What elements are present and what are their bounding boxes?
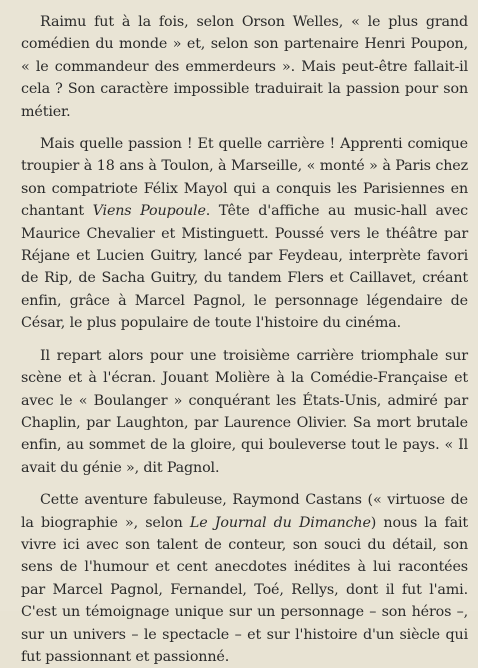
- song-title: Viens Poupoule: [92, 203, 206, 220]
- paragraph-text: Raimu fut à la fois, selon Orson Welles, « le plus grand comédien du monde » et, selon son partenaire Henri Poupon, « le commandeur des emmerdeurs ». Mais peut-être fallait-il cela ? Son caractère impossible traduirait la passion pour son métier.: [21, 14, 468, 120]
- paragraph-text: Cette aventure fabuleuse, Raymond Castans (« virtuose de la biographie », selon: [21, 492, 468, 531]
- paragraph-text: ) nous la fait vivre ici avec son talent de conteur, son souci du détail, son sens de l'humour et cent anecdotes inédites à lui racontées par Marcel Pagnol, Fernandel, Toé, Rellys, dont il fut l'ami. C'est un témoignage unique sur un personnage – son héros –, sur un univers – le spectacle – et sur l'histoire d'un siècle qui fut passionnant et passionné.: [21, 514, 468, 665]
- paragraph-text: Il repart alors pour une troisième carrière triomphale sur scène et à l'écran. Jouant Molière à la Comédie-Française et avec le « Boulanger » conquérant les États-Unis, admiré par Chaplin, par Laughton, par Laurence Olivier. Sa mort brutale enfin, au sommet de la gloire, qui bouleverse tout le pays. « Il avait du génie », dit Pagnol.: [21, 347, 468, 476]
- paragraph-career: [21, 133, 468, 335]
- paragraph-text: . Tête d'affiche au music-hall avec Maurice Chevalier et Mistinguett. Poussé vers le théâtre par Réjane et Lucien Guitry, lancé par Feydeau, interprète favori de Rip, de Sacha Guitry, du tandem Flers et Caillavet, créant enfin, grâce à Marcel Pagnol, le personnage légendaire de César, le plus populaire de toute l'histoire du cinéma.: [21, 203, 469, 332]
- paragraph-text: Mais quelle passion ! Et quelle carrière ! Apprenti comique troupier à 18 ans à Toulon, à Marseille, « monté » à Paris chez son compatriote Félix Mayol qui a conquis les Parisiennes en chantant: [21, 136, 468, 220]
- paragraph-intro: [21, 11, 468, 123]
- paragraph-author: [21, 489, 468, 668]
- newspaper-title: Le Journal du Dimanche: [189, 514, 371, 531]
- paragraph-third-career: [21, 345, 468, 479]
